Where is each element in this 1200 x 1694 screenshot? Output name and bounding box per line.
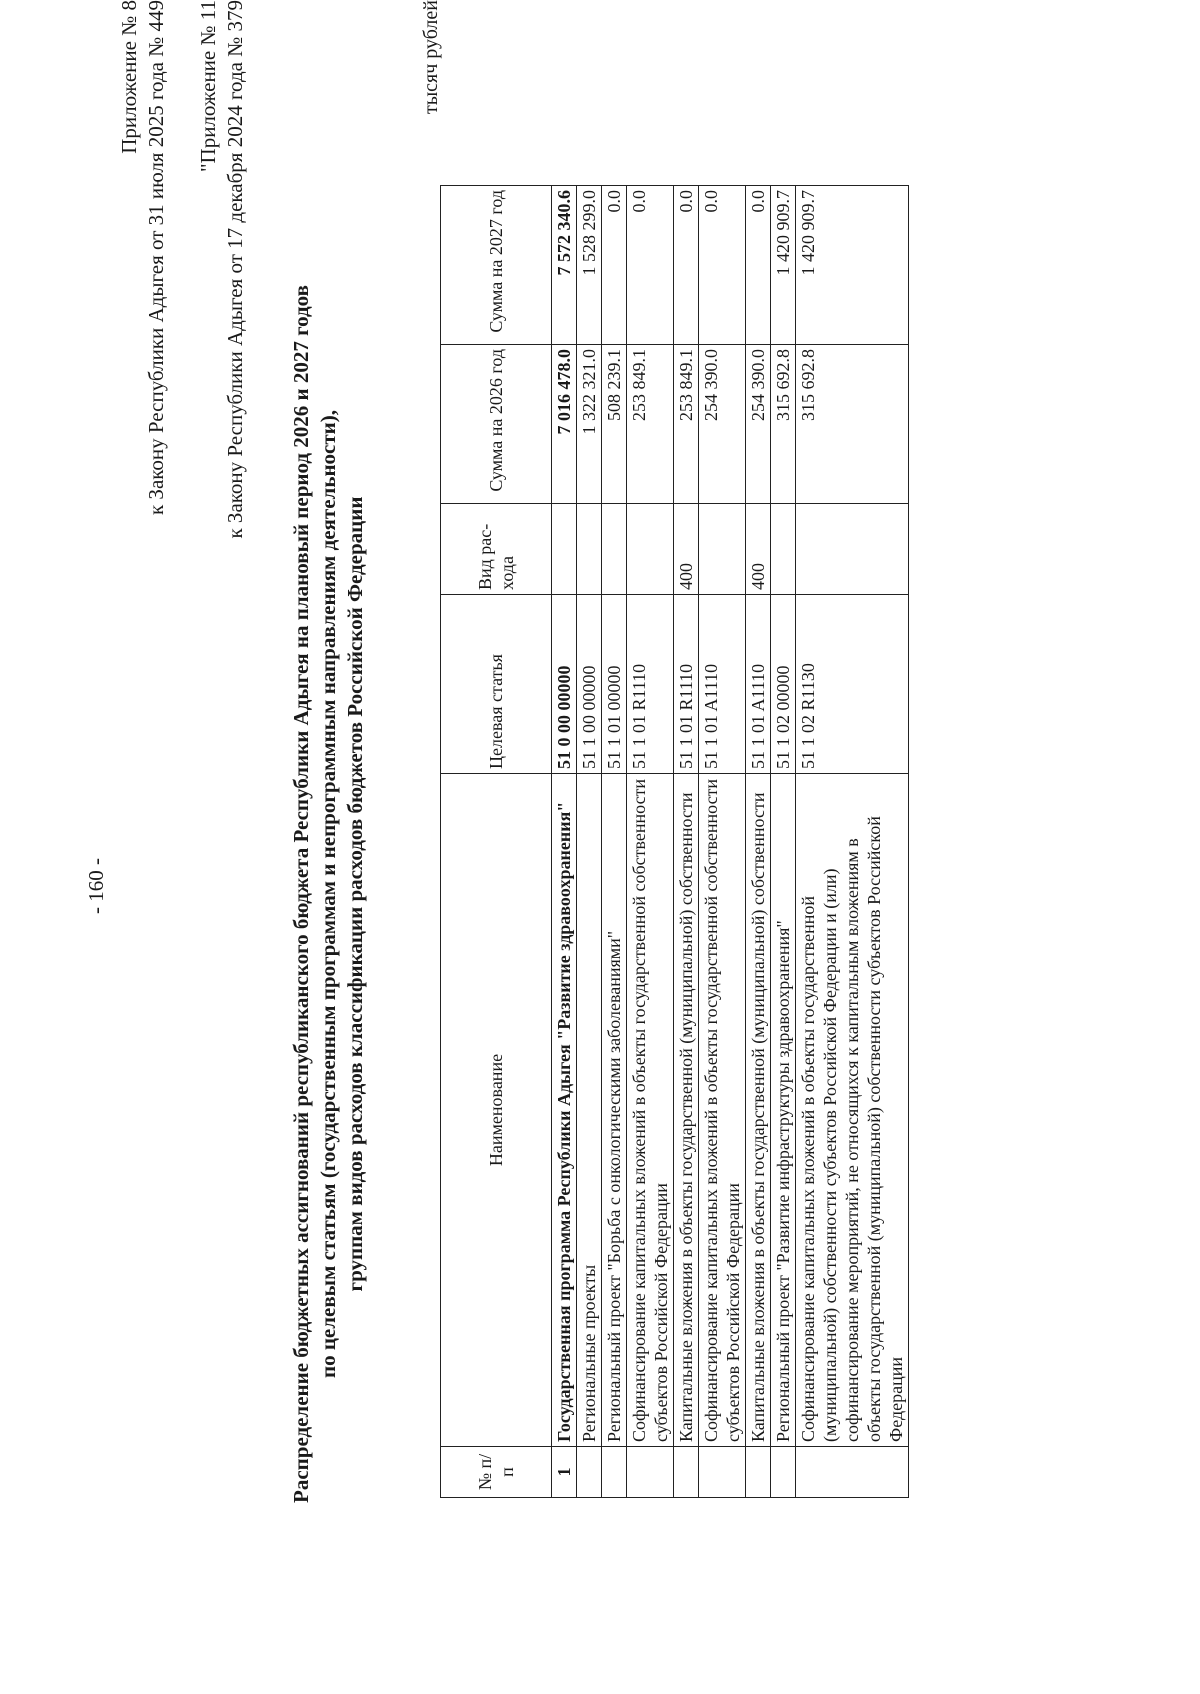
cell-sum-2026: 253 849.1 xyxy=(674,345,699,504)
table-row xyxy=(746,186,771,1498)
header-sum-2026: Сумма на 2026 год xyxy=(441,345,552,504)
cell-type xyxy=(602,504,627,595)
header-num: № п/п xyxy=(441,1447,552,1498)
cell-sum-2027: 7 572 340.6 xyxy=(552,186,577,345)
cell-type xyxy=(577,504,602,595)
cell-code: 51 1 00 00000 xyxy=(577,595,602,774)
cell-code: 51 1 01 R1110 xyxy=(627,595,674,774)
cell-name: Софинансирование капитальных вложений в объекты государственной собственности субъектов Российской Федерации xyxy=(699,774,746,1447)
title-line-1: Распределение бюджетных ассигнований республиканского бюджета Республики Адыгея на плановый период 2026 и 2027 годов xyxy=(289,285,313,1503)
cell-name: Региональный проект "Борьба с онкологическими заболеваниями" xyxy=(602,774,627,1447)
table-header-row xyxy=(441,186,552,1498)
cell-name: Капитальные вложения в объекты государственной (муниципальной) собственности xyxy=(674,774,699,1447)
annex-8-title: Приложение № 8 xyxy=(117,0,141,154)
cell-sum-2026: 508 239.1 xyxy=(602,345,627,504)
table-row xyxy=(699,186,746,1498)
annex-11-title: "Приложение № 11 xyxy=(196,0,220,173)
cell-code: 51 0 00 00000 xyxy=(552,595,577,774)
table-row xyxy=(602,186,627,1498)
cell-num: 1 xyxy=(552,1447,577,1498)
table-row xyxy=(552,186,577,1498)
cell-num xyxy=(627,1447,674,1498)
cell-num xyxy=(602,1447,627,1498)
cell-code: 51 1 02 R1130 xyxy=(796,595,909,774)
cell-sum-2027: 0.0 xyxy=(602,186,627,345)
title-line-3: группам видов расходов классификации расходов бюджетов Российской Федерации xyxy=(343,496,367,1292)
cell-code: 51 1 01 A1110 xyxy=(746,595,771,774)
cell-num xyxy=(771,1447,796,1498)
cell-type xyxy=(771,504,796,595)
cell-num xyxy=(577,1447,602,1498)
cell-name: Региональные проекты xyxy=(577,774,602,1447)
annex-8-header xyxy=(116,0,170,700)
budget-table xyxy=(440,185,909,1498)
cell-sum-2027: 0.0 xyxy=(699,186,746,345)
table-row xyxy=(796,186,909,1498)
cell-name: Софинансирование капитальных вложений в объекты государственной (муниципальной) собственности субъектов Российской Федерации и (или) софинансирование мероприятий, не относящихся к капитальным вложениям в объекты государственной (муниципальной) собственности субъектов Российской Федерации xyxy=(796,774,909,1447)
annex-11-header xyxy=(195,0,249,740)
cell-type: 400 xyxy=(746,504,771,595)
cell-name: Региональный проект "Развитие инфраструктуры здравоохранения" xyxy=(771,774,796,1447)
cell-code: 51 1 01 00000 xyxy=(602,595,627,774)
header-code: Целевая статья xyxy=(441,595,552,774)
table-row xyxy=(627,186,674,1498)
document-title xyxy=(288,264,369,1524)
cell-code: 51 1 01 A1110 xyxy=(699,595,746,774)
cell-sum-2026: 1 322 321.0 xyxy=(577,345,602,504)
cell-type xyxy=(796,504,909,595)
budget-table-container xyxy=(440,0,909,1694)
table-row xyxy=(577,186,602,1498)
table-row xyxy=(771,186,796,1498)
cell-sum-2026: 315 692.8 xyxy=(796,345,909,504)
cell-num xyxy=(746,1447,771,1498)
cell-num xyxy=(674,1447,699,1498)
units-label: тысяч рублей xyxy=(420,0,442,115)
cell-sum-2026: 254 390.0 xyxy=(746,345,771,504)
cell-sum-2027: 0.0 xyxy=(627,186,674,345)
cell-name: Софинансирование капитальных вложений в объекты государственной собственности субъектов Российской Федерации xyxy=(627,774,674,1447)
cell-type: 400 xyxy=(674,504,699,595)
annex-11-reference: к Закону Республики Адыгея от 17 декабря 2024 года № 379 xyxy=(223,0,247,539)
annex-8-reference: к Закону Республики Адыгея от 31 июля 2025 года № 449 xyxy=(144,0,168,516)
cell-code: 51 1 02 00000 xyxy=(771,595,796,774)
cell-sum-2027: 0.0 xyxy=(674,186,699,345)
header-sum-2027: Сумма на 2027 год xyxy=(441,186,552,345)
cell-sum-2027: 0.0 xyxy=(746,186,771,345)
cell-name: Государственная программа Республики Адыгея "Развитие здравоохранения" xyxy=(552,774,577,1447)
cell-num xyxy=(796,1447,909,1498)
cell-sum-2026: 253 849.1 xyxy=(627,345,674,504)
cell-sum-2026: 315 692.8 xyxy=(771,345,796,504)
cell-type xyxy=(627,504,674,595)
cell-sum-2027: 1 420 909.7 xyxy=(796,186,909,345)
cell-num xyxy=(699,1447,746,1498)
header-type: Вид рас- хода xyxy=(441,504,552,595)
header-name: Наименование xyxy=(441,774,552,1447)
cell-name: Капитальные вложения в объекты государственной (муниципальной) собственности xyxy=(746,774,771,1447)
page-number: - 160 - xyxy=(84,858,108,914)
cell-sum-2026: 254 390.0 xyxy=(699,345,746,504)
cell-type xyxy=(699,504,746,595)
cell-sum-2027: 1 420 909.7 xyxy=(771,186,796,345)
cell-sum-2026: 7 016 478.0 xyxy=(552,345,577,504)
table-row xyxy=(674,186,699,1498)
cell-sum-2027: 1 528 299.0 xyxy=(577,186,602,345)
cell-type xyxy=(552,504,577,595)
title-line-2: по целевым статьям (государственным программам и непрограммным направлениям деятельности), xyxy=(316,409,340,1379)
cell-code: 51 1 01 R1110 xyxy=(674,595,699,774)
